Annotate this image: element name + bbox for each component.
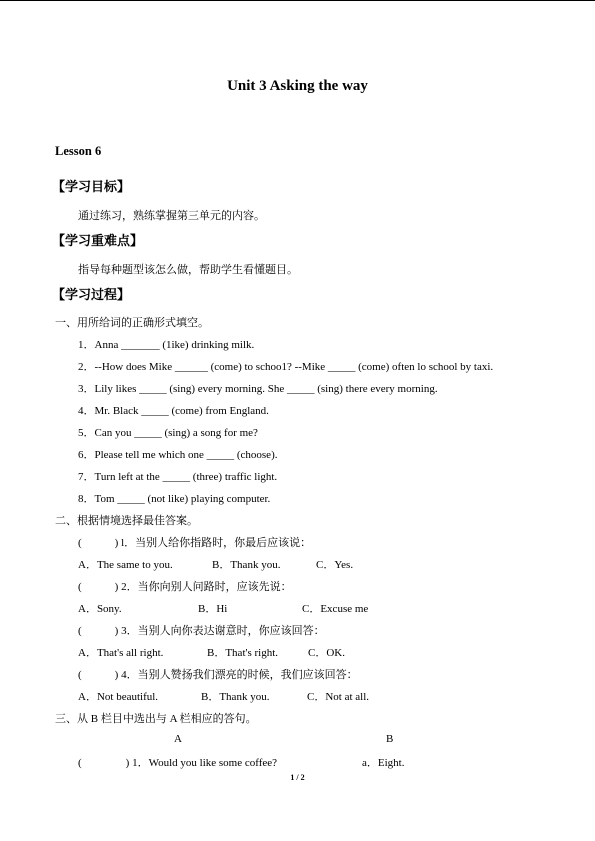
- lesson-label: Lesson 6: [55, 144, 102, 158]
- option-b: B．Hi: [198, 603, 228, 615]
- section3-title: 三、从 B 栏目中选出与 A 栏相应的答句。: [55, 713, 257, 725]
- question-stem: ( ) 2．当你向别人问路时，应该先说：: [78, 581, 292, 593]
- section1-item: 8．Tom _____ (not like) playing computer.: [78, 493, 271, 505]
- question-stem: ( ) l．当别人给你指路时，你最后应该说：: [78, 537, 312, 549]
- question-stem: ( ) 4．当别人赞扬我们漂亮的时候，我们应该回答：: [78, 669, 358, 681]
- match-question: ( ) 1．Would you like some coffee?: [78, 757, 278, 769]
- option-b: B．Thank you.: [212, 559, 281, 571]
- key-points-text: 指导每种题型该怎么做，帮助学生看懂题目。: [78, 264, 298, 276]
- option-a: A．Sony.: [78, 603, 122, 615]
- section1-title: 一、用所给词的正确形式填空。: [55, 317, 209, 329]
- page-title: Unit 3 Asking the way: [227, 78, 368, 94]
- page-top-rule: [0, 0, 595, 1]
- section1-item: 3．Lily likes _____ (sing) every morning. She _____ (sing) there every morning.: [78, 383, 438, 395]
- section1-item: 4．Mr. Black _____ (come) from England.: [78, 405, 269, 417]
- goals-heading: 【学习目标】: [52, 179, 131, 194]
- option-c: C．OK.: [308, 647, 345, 659]
- section1-item: 5．Can you _____ (sing) a song for me?: [78, 427, 258, 439]
- key-points-heading: 【学习重难点】: [52, 233, 144, 248]
- section1-item: 2．--How does Mike ______ (come) to schoo1? --Mike _____ (come) often lo school by taxi.: [78, 361, 494, 373]
- question-stem: ( ) 3．当别人向你表达谢意时，你应该回答：: [78, 625, 325, 637]
- page-number: 1 / 2: [290, 773, 305, 782]
- option-c: C．Excuse me: [302, 603, 369, 615]
- section1-item: 6．Please tell me which one _____ (choose).: [78, 449, 278, 461]
- option-b: B．Thank you.: [201, 691, 270, 703]
- option-a: A．That's all right.: [78, 647, 164, 659]
- option-c: C．Yes.: [316, 559, 354, 571]
- column-a-header: A: [174, 733, 182, 745]
- column-b-header: B: [386, 733, 394, 745]
- match-answer: a．Eight.: [362, 757, 405, 769]
- process-heading: 【学习过程】: [52, 287, 131, 302]
- option-a: A．The same to you.: [78, 559, 173, 571]
- option-c: C．Not at all.: [307, 691, 370, 703]
- section2-title: 二、根据情境选择最佳答案。: [55, 515, 198, 527]
- section1-item: 7．Turn left at the _____ (three) traffic light.: [78, 471, 278, 483]
- option-a: A．Not beautiful.: [78, 691, 159, 703]
- section1-item: 1．Anna _______ (1ike) drinking milk.: [78, 339, 255, 351]
- goals-text: 通过练习，熟练掌握第三单元的内容。: [78, 210, 265, 222]
- option-b: B．That's right.: [207, 647, 279, 659]
